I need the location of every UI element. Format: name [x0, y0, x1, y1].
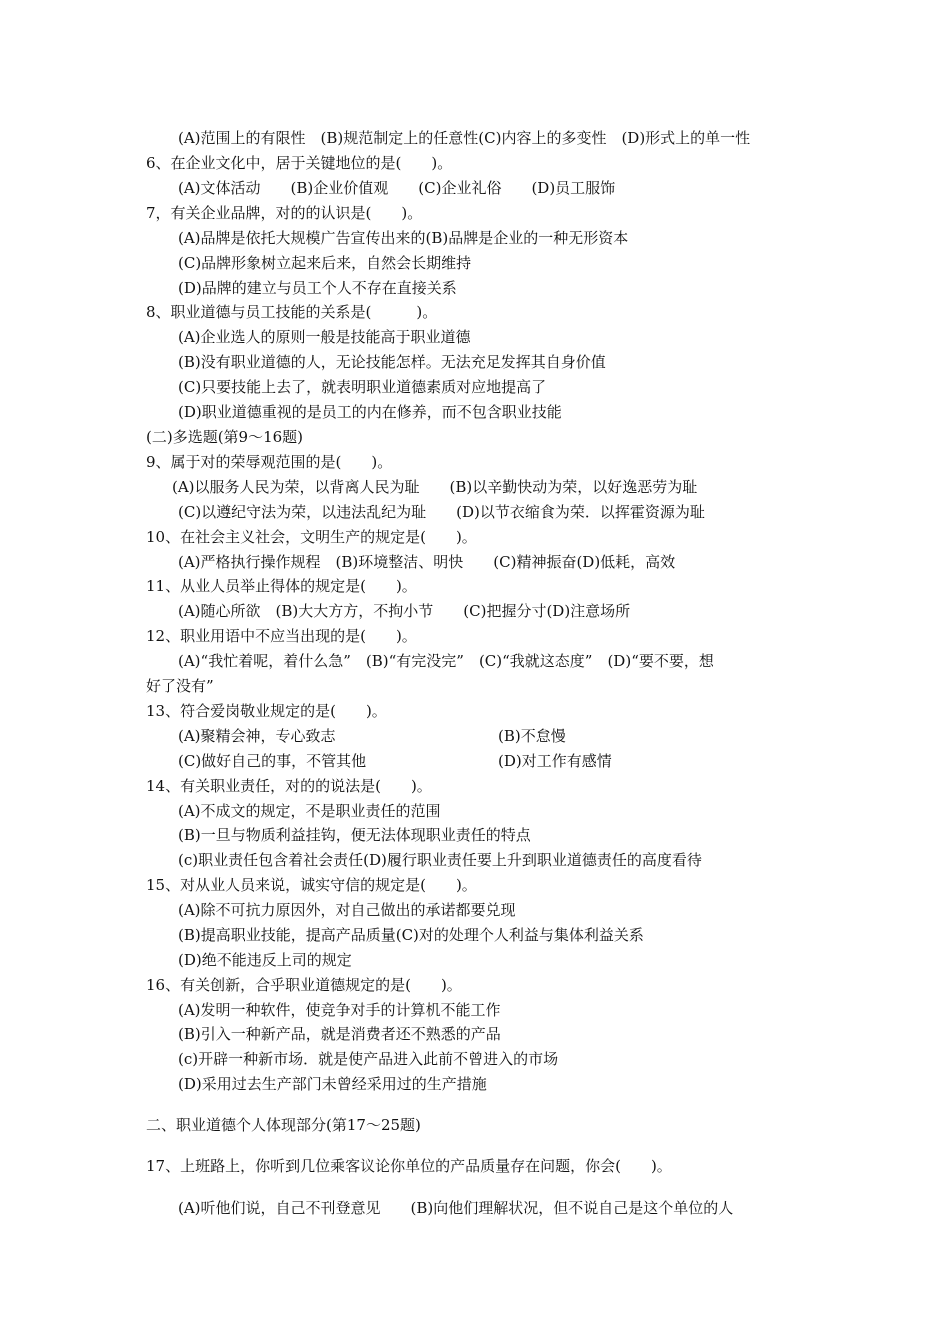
- q15-question: 15、对从业人员来说，诚实守信的规定是( )。: [146, 876, 477, 894]
- q16-option-c: (c)开辟一种新市场．就是使产品进入此前不曾进入的市场: [178, 1050, 559, 1068]
- q13-option-b: (B)不怠慢: [498, 727, 566, 745]
- section-heading-personal: 二、职业道德个人体现部分(第17～25题): [146, 1116, 421, 1134]
- q14-option-a: (A)不成文的规定，不是职业责任的范围: [178, 802, 441, 820]
- q12-options-continued: 好了没有”: [146, 677, 214, 695]
- q15-option-a: (A)除不可抗力原因外，对自己做出的承诺都要兑现: [178, 901, 516, 919]
- q7-option-d: (D)品牌的建立与员工个人不存在直接关系: [178, 279, 457, 297]
- q12-options: (A)“我忙着呢，着什么急” (B)“有完没完” (C)“我就这态度” (D)“要不要，想: [178, 652, 714, 670]
- q6-question: 6、在企业文化中，居于关键地位的是( )。: [146, 154, 453, 172]
- section-heading-multiple-choice: (二)多选题(第9～16题): [146, 428, 304, 446]
- q15-option-bc: (B)提高职业技能，提高产品质量(C)对的处理个人利益与集体利益关系: [178, 926, 644, 944]
- q13-option-a: (A)聚精会神，专心致志: [178, 727, 336, 745]
- q14-option-b: (B)一旦与物质利益挂钩，便无法体现职业责任的特点: [178, 826, 531, 844]
- q8-option-a: (A)企业选人的原则一般是技能高于职业道德: [178, 328, 471, 346]
- q13-question: 13、符合爱岗敬业规定的是( )。: [146, 702, 387, 720]
- q6-options: (A)文体活动 (B)企业价值观 (C)企业礼俗 (D)员工服饰: [178, 179, 616, 197]
- q16-option-d: (D)采用过去生产部门未曾经采用过的生产措施: [178, 1075, 487, 1093]
- q11-question: 11、从业人员举止得体的规定是( )。: [146, 577, 417, 595]
- q8-option-d: (D)职业道德重视的是员工的内在修养，而不包含职业技能: [178, 403, 562, 421]
- q14-option-cd: (c)职业责任包含着社会责任(D)履行职业责任要上升到职业道德责任的高度看待: [178, 851, 702, 869]
- q15-option-d: (D)绝不能违反上司的规定: [178, 951, 352, 969]
- q11-options: (A)随心所欲 (B)大大方方，不拘小节 (C)把握分寸(D)注意场所: [178, 602, 631, 620]
- q17-option-ab: (A)听他们说，自己不刊登意见 (B)向他们理解状况，但不说自己是这个单位的人: [178, 1199, 734, 1217]
- q8-question: 8、职业道德与员工技能的关系是( )。: [146, 303, 438, 321]
- q16-option-a: (A)发明一种软件，使竞争对手的计算机不能工作: [178, 1001, 501, 1019]
- q10-question: 10、在社会主义社会，文明生产的规定是( )。: [146, 528, 477, 546]
- q5-options: (A)范围上的有限性 (B)规范制定上的任意性(C)内容上的多变性 (D)形式上的单一性: [178, 129, 751, 147]
- q7-question: 7，有关企业品牌，对的的认识是( )。: [146, 204, 423, 222]
- q9-question: 9、属于对的荣辱观范围的是( )。: [146, 453, 393, 471]
- q12-question: 12、职业用语中不应当出现的是( )。: [146, 627, 417, 645]
- q13-option-c: (C)做好自己的事，不管其他: [178, 752, 367, 770]
- q8-option-c: (C)只要技能上去了，就表明职业道德素质对应地提高了: [178, 378, 547, 396]
- q14-question: 14、有关职业责任，对的的说法是( )。: [146, 777, 432, 795]
- q7-option-ab: (A)品牌是依托大规模广告宣传出来的(B)品牌是企业的一种无形资本: [178, 229, 629, 247]
- q16-option-b: (B)引入一种新产品，就是消费者还不熟悉的产品: [178, 1025, 501, 1043]
- q9-option-ab: (A)以服务人民为荣，以背离人民为耻 (B)以辛勤快动为荣，以好逸恶劳为耻: [172, 478, 698, 496]
- q10-options: (A)严格执行操作规程 (B)环境整洁、明快 (C)精神振奋(D)低耗，高效: [178, 553, 676, 571]
- q16-question: 16、有关创新，合乎职业道德规定的是( )。: [146, 976, 462, 994]
- q9-option-cd: (C)以遵纪守法为荣，以违法乱纪为耻 (D)以节衣缩食为荣．以挥霍资源为耻: [178, 503, 705, 521]
- q17-question: 17、上班路上，你听到几位乘客议论你单位的产品质量存在问题，你会( )。: [146, 1157, 672, 1175]
- q8-option-b: (B)没有职业道德的人，无论技能怎样。无法充足发挥其自身价值: [178, 353, 606, 371]
- q13-option-d: (D)对工作有感情: [498, 752, 612, 770]
- q7-option-c: (C)品牌形象树立起来后来，自然会长期维持: [178, 254, 472, 272]
